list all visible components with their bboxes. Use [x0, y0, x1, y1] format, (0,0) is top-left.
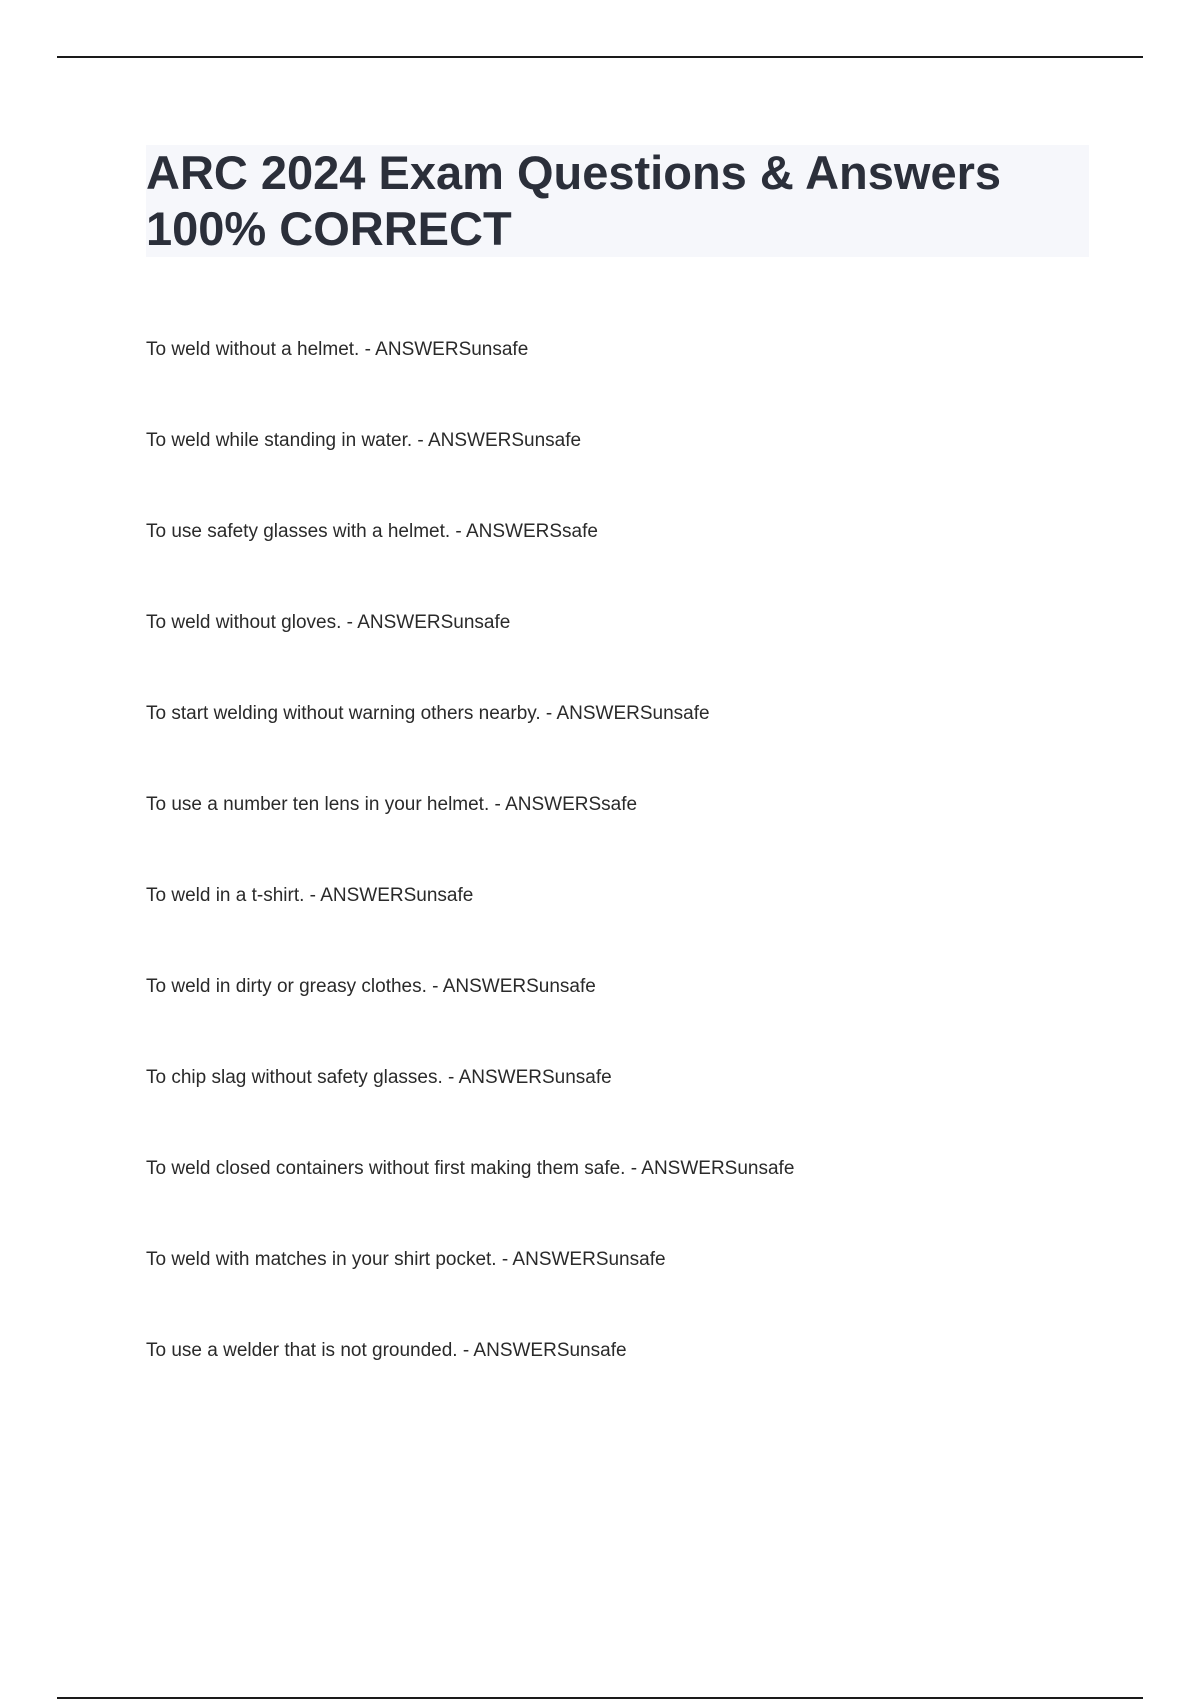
qa-list [146, 337, 1106, 1429]
list-item: To use a number ten lens in your helmet. - ANSWERSsafe [146, 794, 638, 815]
list-item: To weld closed containers without first making them safe. - ANSWERSunsafe [146, 1158, 795, 1179]
list-item: To use safety glasses with a helmet. - ANSWERSsafe [146, 521, 598, 542]
title-line-1: ARC 2024 Exam Questions & Answers [146, 146, 1002, 199]
list-item: To weld without a helmet. - ANSWERSunsafe [146, 339, 529, 360]
title-block [146, 145, 1089, 257]
list-item: To weld while standing in water. - ANSWERSunsafe [146, 430, 582, 451]
title-line-2: 100% CORRECT [146, 202, 512, 255]
list-item: To use a welder that is not grounded. - ANSWERSunsafe [146, 1340, 627, 1361]
list-item: To weld in a t-shirt. - ANSWERSunsafe [146, 885, 474, 906]
list-item: To weld without gloves. - ANSWERSunsafe [146, 612, 511, 633]
bottom-rule [57, 1697, 1143, 1699]
page-title [146, 145, 1089, 257]
list-item: To chip slag without safety glasses. - ANSWERSunsafe [146, 1067, 612, 1088]
top-rule [57, 56, 1143, 58]
list-item: To weld in dirty or greasy clothes. - ANSWERSunsafe [146, 976, 596, 997]
list-item: To start welding without warning others nearby. - ANSWERSunsafe [146, 703, 710, 724]
list-item: To weld with matches in your shirt pocket. - ANSWERSunsafe [146, 1249, 666, 1270]
